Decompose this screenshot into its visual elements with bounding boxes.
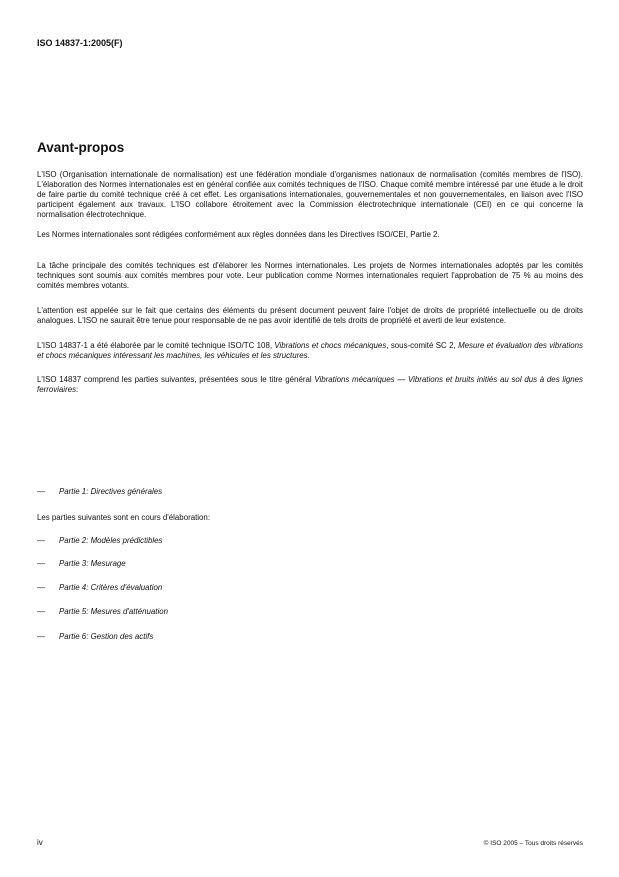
dash: — <box>37 632 45 641</box>
document-header: ISO 14837-1:2005(F) <box>37 38 123 48</box>
part-label: Partie 6: Gestion des actifs <box>59 632 154 641</box>
list-item <box>37 632 583 642</box>
copyright: © ISO 2005 – Tous droits réservés <box>483 840 583 847</box>
list-item <box>37 559 583 569</box>
committee-title: Vibrations et chocs mécaniques <box>274 341 387 350</box>
part-label: Partie 3: Mesurage <box>59 559 126 568</box>
text: , sous-comité SC 2, <box>386 341 459 350</box>
text: L'ISO 14837 comprend les parties suivantes, présentées sous le titre général <box>37 375 315 384</box>
list-item <box>37 583 583 593</box>
general-title: Vibrations mécaniques — Vibrations et bruits initiés au sol dus à des lignes ferroviaires <box>37 375 584 395</box>
paragraph <box>37 375 583 395</box>
dash: — <box>37 607 45 616</box>
list-item <box>37 607 583 617</box>
part-label: Partie 4: Critères d'évaluation <box>59 583 163 592</box>
paragraph: Les parties suivantes sont en cours d'élaboration: <box>37 513 211 522</box>
dash: — <box>37 583 45 592</box>
subcommittee-title: Mesure et évaluation des vibrations et chocs mécaniques intéressant les machines, les véhicules et les structures <box>37 341 583 361</box>
part-label: Partie 1: Directives générales <box>59 487 163 496</box>
paragraph: La tâche principale des comités techniques est d'élaborer les Normes internationales. Les projets de Normes internationales adoptés par les comités techniques sont soumis aux comités membres pour vote. Leur publication comme Normes internationales requiert l'approbation de 75 % au moins des comités membres votants. <box>37 261 583 291</box>
part-label: Partie 2: Modèles prédictibles <box>59 536 163 545</box>
paragraph <box>37 341 583 361</box>
paragraph: Les Normes internationales sont rédigées conformément aux règles données dans les Directives ISO/CEI, Partie 2. <box>37 230 440 239</box>
text: . <box>307 351 310 361</box>
dash: — <box>37 559 45 568</box>
list-item <box>37 536 583 546</box>
paragraph: L'attention est appelée sur le fait que certains des éléments du présent document peuvent faire l'objet de droits de propriété intellectuelle ou de droits analogues. L'ISO ne saurait être tenue pour responsable de ne pas avoir identifié de tels droits de propriété et averti de leur existence. <box>37 306 583 326</box>
dash: — <box>37 536 45 545</box>
paragraph: L'ISO (Organisation internationale de normalisation) est une fédération mondiale d'organismes nationaux de normalisation (comités membres de l'ISO). L'élaboration des Normes internationales est en général confiée aux comités techniques de l'ISO. Chaque comité membre intéressé par une étude a le droit de faire partie du comité technique créé à cet effet. Les organisations internationales, gouvernementales et non gouvernementales, en liaison avec l'ISO participent également aux travaux. L'ISO collabore étroitement avec la Commission électrotechnique internationale (CEI) en ce qui concerne la normalisation électrotechnique. <box>37 170 583 220</box>
dash: — <box>37 487 45 496</box>
part-label: Partie 5: Mesures d'atténuation <box>59 607 168 616</box>
page-number: iv <box>37 838 43 847</box>
list-item <box>37 487 583 497</box>
section-title: Avant-propos <box>37 140 125 155</box>
text: : <box>76 385 79 395</box>
text: L'ISO 14837-1 a été élaborée par le comité technique ISO/TC 108, <box>37 341 275 350</box>
